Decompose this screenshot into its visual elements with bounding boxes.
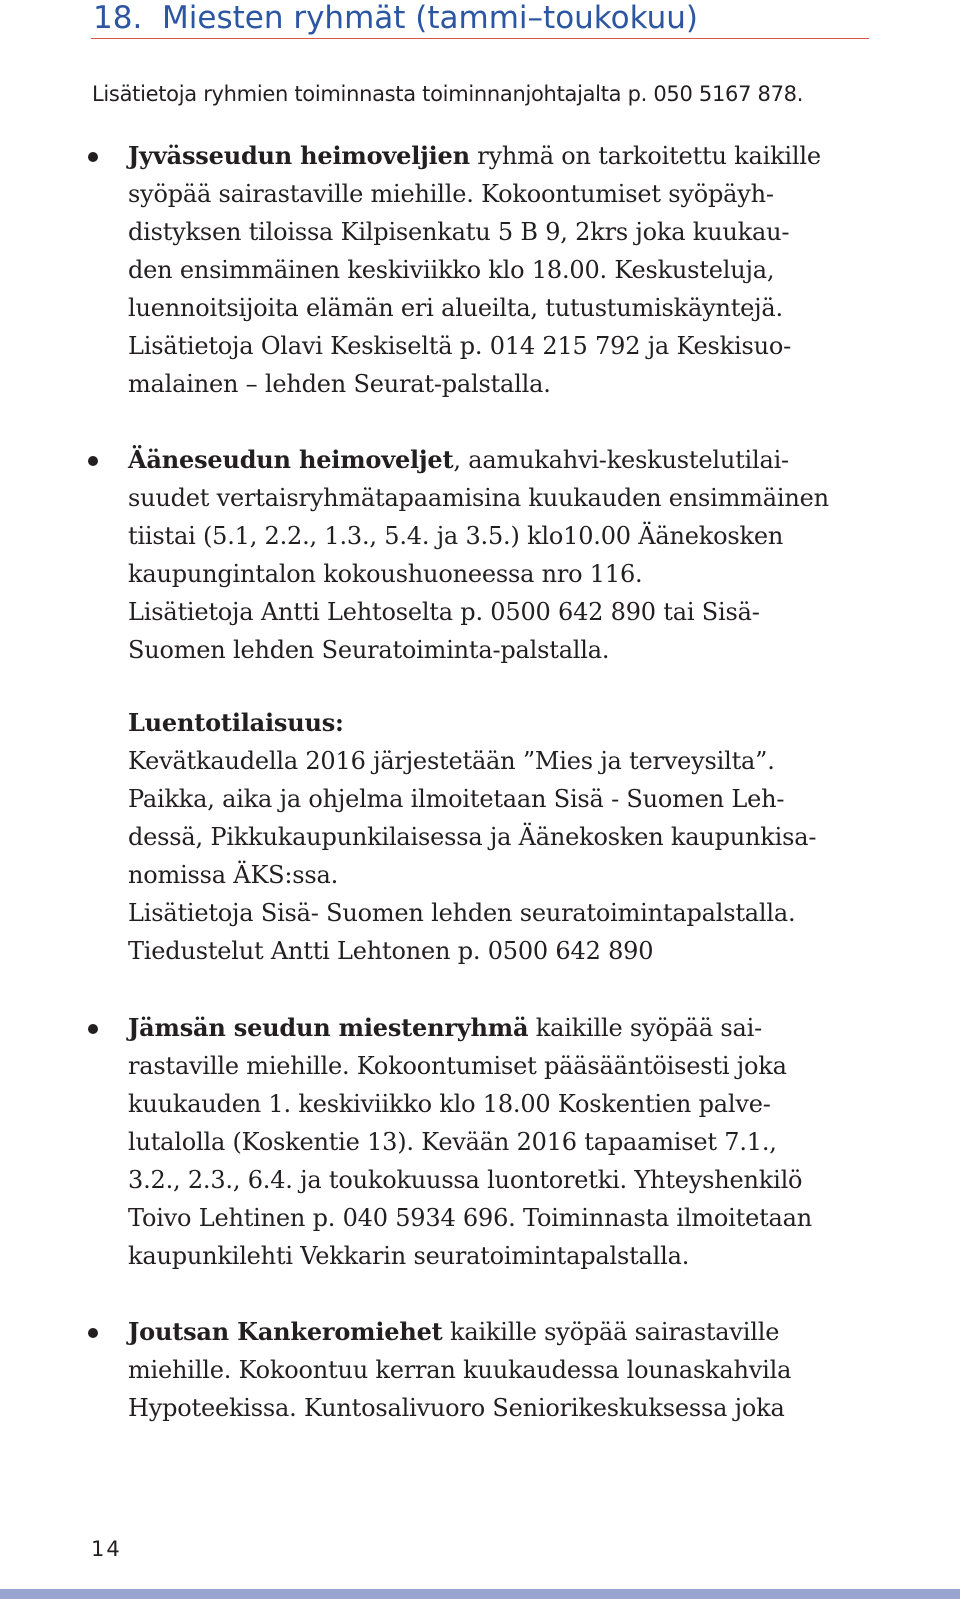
group-name: Jämsän seudun miestenryhmä — [128, 1013, 529, 1042]
group-name: Ääneseudun heimoveljet — [128, 445, 454, 474]
lecture-line: nomissa ÄKS:ssa. — [128, 861, 339, 889]
lecture-line: Paikka, aika ja ohjelma ilmoitetaan Sisä - Suomen Leh- — [128, 785, 785, 813]
group-line: Toivo Lehtinen p. 040 5934 696. Toiminnasta ilmoitetaan — [128, 1204, 813, 1232]
section-heading — [93, 0, 868, 40]
group-first-line: Joutsan Kankeromiehet kaikille syöpää sairastaville — [128, 1317, 780, 1346]
group-first-line: Jyvässeudun heimoveljien ryhmä on tarkoitettu kaikille — [128, 141, 821, 170]
group-line: rastaville miehille. Kokoontumiset pääsääntöisesti joka — [128, 1052, 787, 1080]
section-number: 18. — [93, 0, 143, 36]
bullet-icon — [88, 456, 98, 466]
bullet-icon — [88, 1024, 98, 1034]
section-title: Miesten ryhmät (tammi–toukokuu) — [162, 0, 699, 36]
group-line: Suomen lehden Seuratoiminta-palstalla. — [128, 636, 610, 664]
group-name: Joutsan Kankeromiehet — [128, 1317, 443, 1346]
lecture-block — [128, 704, 898, 970]
lecture-title: Luentotilaisuus: — [128, 708, 344, 737]
lecture-line: Kevätkaudella 2016 järjestetään ”Mies ja terveysilta”. — [128, 747, 775, 775]
bullet-icon — [88, 1328, 98, 1338]
group-jyvasseutu — [128, 137, 898, 403]
group-line: den ensimmäinen keskiviikko klo 18.00. Keskusteluja, — [128, 256, 775, 284]
group-line: luennoitsijoita elämän eri alueilta, tutustumiskäyntejä. — [128, 294, 783, 322]
group-first-line: Ääneseudun heimoveljet, aamukahvi-keskustelutilai- — [128, 445, 789, 474]
footer-bar — [0, 1589, 960, 1599]
group-line: Hypoteekissa. Kuntosalivuoro Seniorikeskuksessa joka — [128, 1394, 785, 1422]
group-line: 3.2., 2.3., 6.4. ja toukokuussa luontoretki. Yhteyshenkilö — [128, 1166, 803, 1194]
group-name: Jyvässeudun heimoveljien — [128, 141, 470, 170]
group-line: miehille. Kokoontuu kerran kuukaudessa lounaskahvila — [128, 1356, 792, 1384]
group-line: suudet vertaisryhmätapaamisina kuukauden ensimmäinen — [128, 484, 829, 512]
group-line: Lisätietoja Olavi Keskiseltä p. 014 215 792 ja Keskisuo- — [128, 332, 792, 360]
group-line: malainen – lehden Seurat-palstalla. — [128, 370, 551, 398]
lecture-line: dessä, Pikkukaupunkilaisessa ja Äänekosken kaupunkisa- — [128, 823, 817, 851]
intro-text: Lisätietoja ryhmien toiminnasta toiminnanjohtajalta p. 050 5167 878. — [92, 82, 804, 106]
lecture-line: Tiedustelut Antti Lehtonen p. 0500 642 890 — [128, 937, 654, 965]
lecture-line: Lisätietoja Sisä- Suomen lehden seuratoimintapalstalla. — [128, 899, 796, 927]
group-joutsa — [128, 1313, 898, 1427]
group-line: lutalolla (Koskentie 13). Kevään 2016 tapaamiset 7.1., — [128, 1128, 777, 1156]
group-line: kaupungintalon kokoushuoneessa nro 116. — [128, 560, 643, 588]
group-aaneseutu — [128, 441, 898, 669]
bullet-icon — [88, 152, 98, 162]
group-line: syöpää sairastaville miehille. Kokoontumiset syöpäyh- — [128, 180, 774, 208]
group-line: kuukauden 1. keskiviikko klo 18.00 Koskentien palve- — [128, 1090, 771, 1118]
group-line: distyksen tiloissa Kilpisenkatu 5 B 9, 2krs joka kuukau- — [128, 218, 790, 246]
group-first-line: Jämsän seudun miestenryhmä kaikille syöpää sai- — [128, 1013, 763, 1042]
group-line: tiistai (5.1, 2.2., 1.3., 5.4. ja 3.5.) klo10.00 Äänekosken — [128, 522, 784, 550]
group-line: Lisätietoja Antti Lehtoselta p. 0500 642 890 tai Sisä- — [128, 598, 760, 626]
heading-underline — [91, 38, 869, 39]
page-number: 14 — [91, 1537, 122, 1561]
group-line: kaupunkilehti Vekkarin seuratoimintapalstalla. — [128, 1242, 690, 1270]
group-jamsa — [128, 1009, 898, 1275]
